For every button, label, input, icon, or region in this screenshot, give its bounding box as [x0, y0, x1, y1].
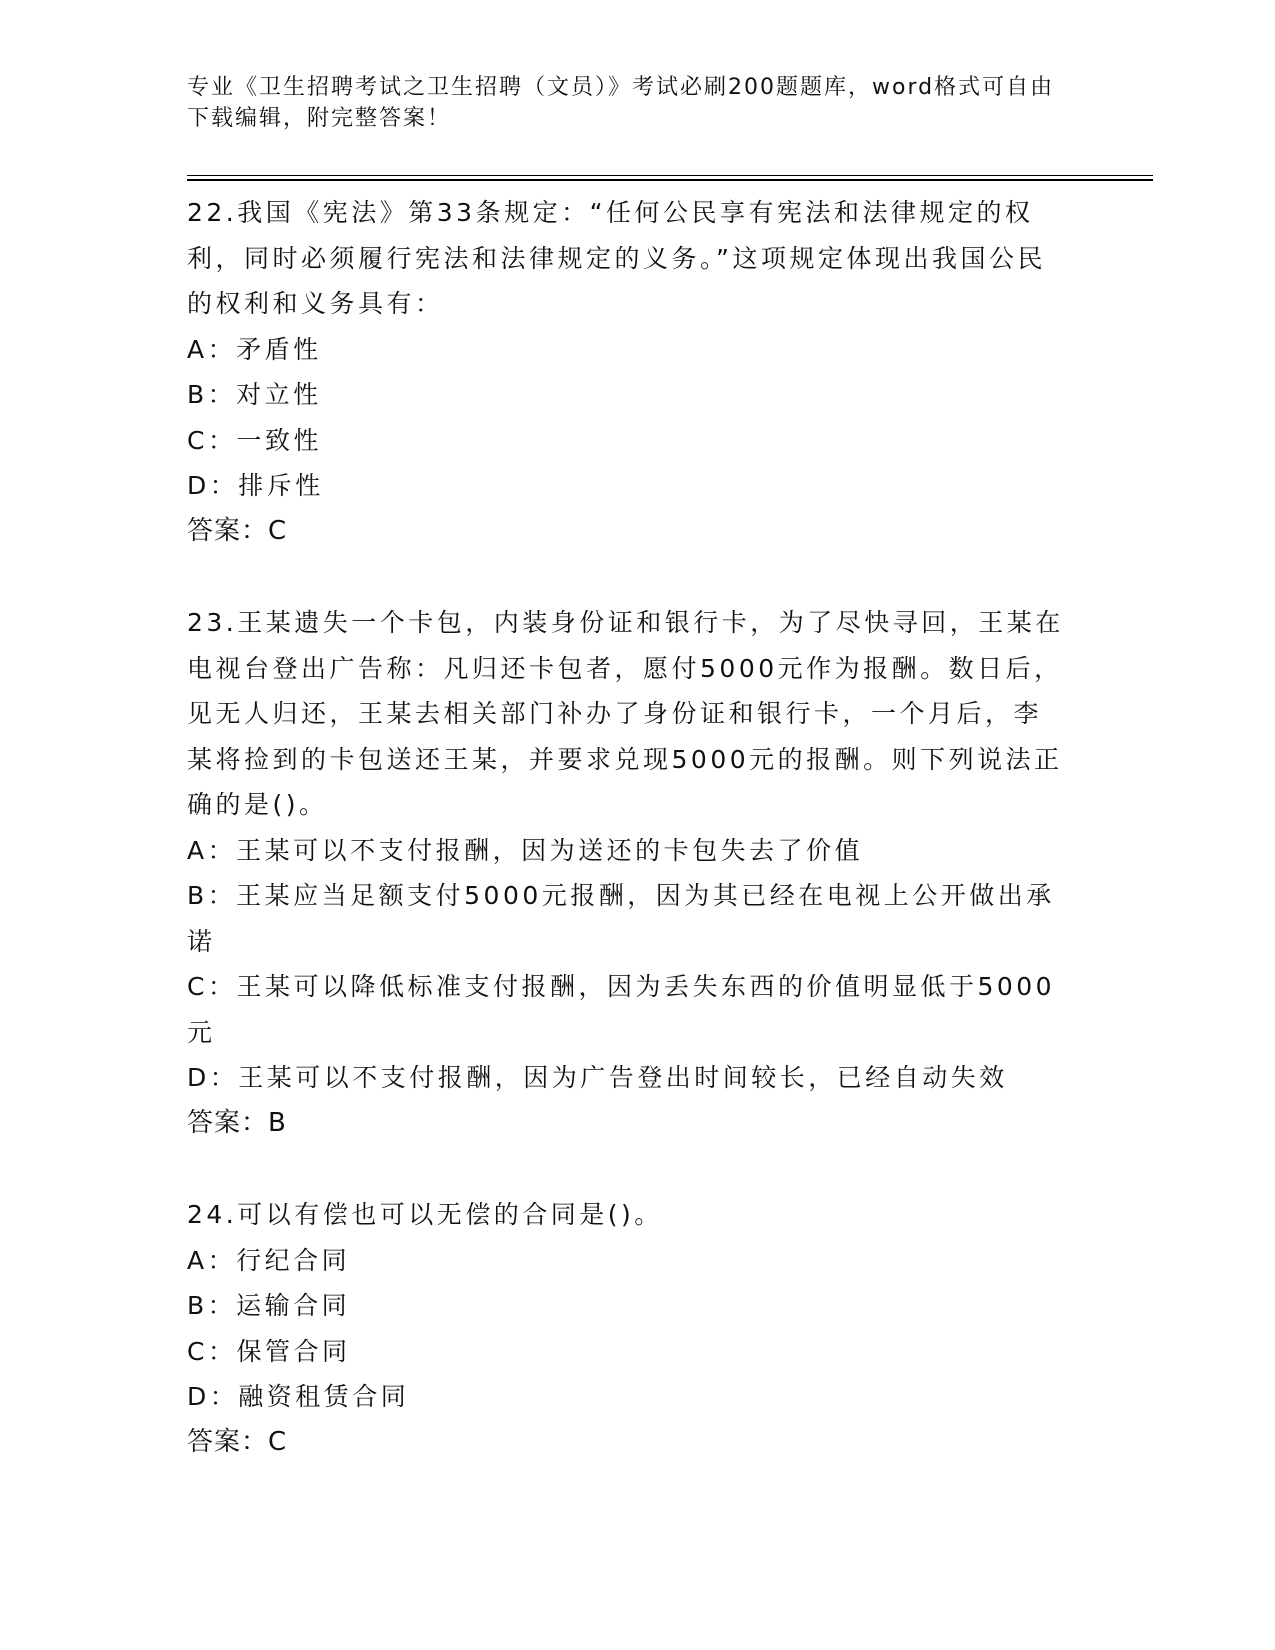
question-text: 24.可以有偿也可以无偿的合同是()。: [187, 1200, 663, 1229]
question-text: 22.我国《宪法》第33条规定：“任何公民享有宪法和法律规定的权利，同时必须履行宪法和法律规定的义务。”这项规定体现出我国公民的权利和义务具有：: [187, 198, 1046, 318]
option-a: A：王某可以不支付报酬，因为送还的卡包失去了价值: [187, 835, 864, 865]
option-b: B：对立性: [187, 380, 322, 409]
option-b: B：运输合同: [187, 1291, 351, 1320]
option-c: C：保管合同: [187, 1336, 351, 1366]
option-c: C：一致性: [187, 425, 322, 455]
header-divider-thin: [187, 175, 1153, 176]
question-22: [187, 190, 1067, 554]
option-d: D：排斥性: [187, 471, 324, 500]
option-a: A：矛盾性: [187, 334, 322, 364]
header-divider-thick: [187, 179, 1153, 181]
document-header: 专业《卫生招聘考试之卫生招聘（文员）》考试必刷200题题库，word格式可自由下载编辑，附完整答案！: [187, 75, 1055, 131]
answer: 答案：C: [187, 515, 288, 546]
question-list: [187, 190, 1067, 1511]
option-a: A：行纪合同: [187, 1245, 351, 1275]
option-b: B：王某应当足额支付5000元报酬，因为其已经在电视上公开做出承诺: [187, 881, 1055, 956]
question-24: [187, 1192, 1067, 1465]
option-d: D：融资租赁合同: [187, 1382, 410, 1411]
option-c: C：王某可以降低标准支付报酬，因为丢失东西的价值明显低于5000元: [187, 972, 1056, 1047]
answer: 答案：C: [187, 1426, 288, 1457]
question-text: 23.王某遗失一个卡包，内装身份证和银行卡，为了尽快寻回，王某在电视台登出广告称：凡归还卡包者，愿付5000元作为报酬。数日后，见无人归还，王某去相关部门补办了身份证和银行卡，一个月后，李某将捡到的卡包送还王某，并要求兑现5000元的报酬。则下列说法正确的是()。: [187, 608, 1064, 819]
option-d: D：王某可以不支付报酬，因为广告登出时间较长，已经自动失效: [187, 1063, 1008, 1092]
question-23: [187, 600, 1067, 1146]
answer: 答案：B: [187, 1107, 287, 1138]
